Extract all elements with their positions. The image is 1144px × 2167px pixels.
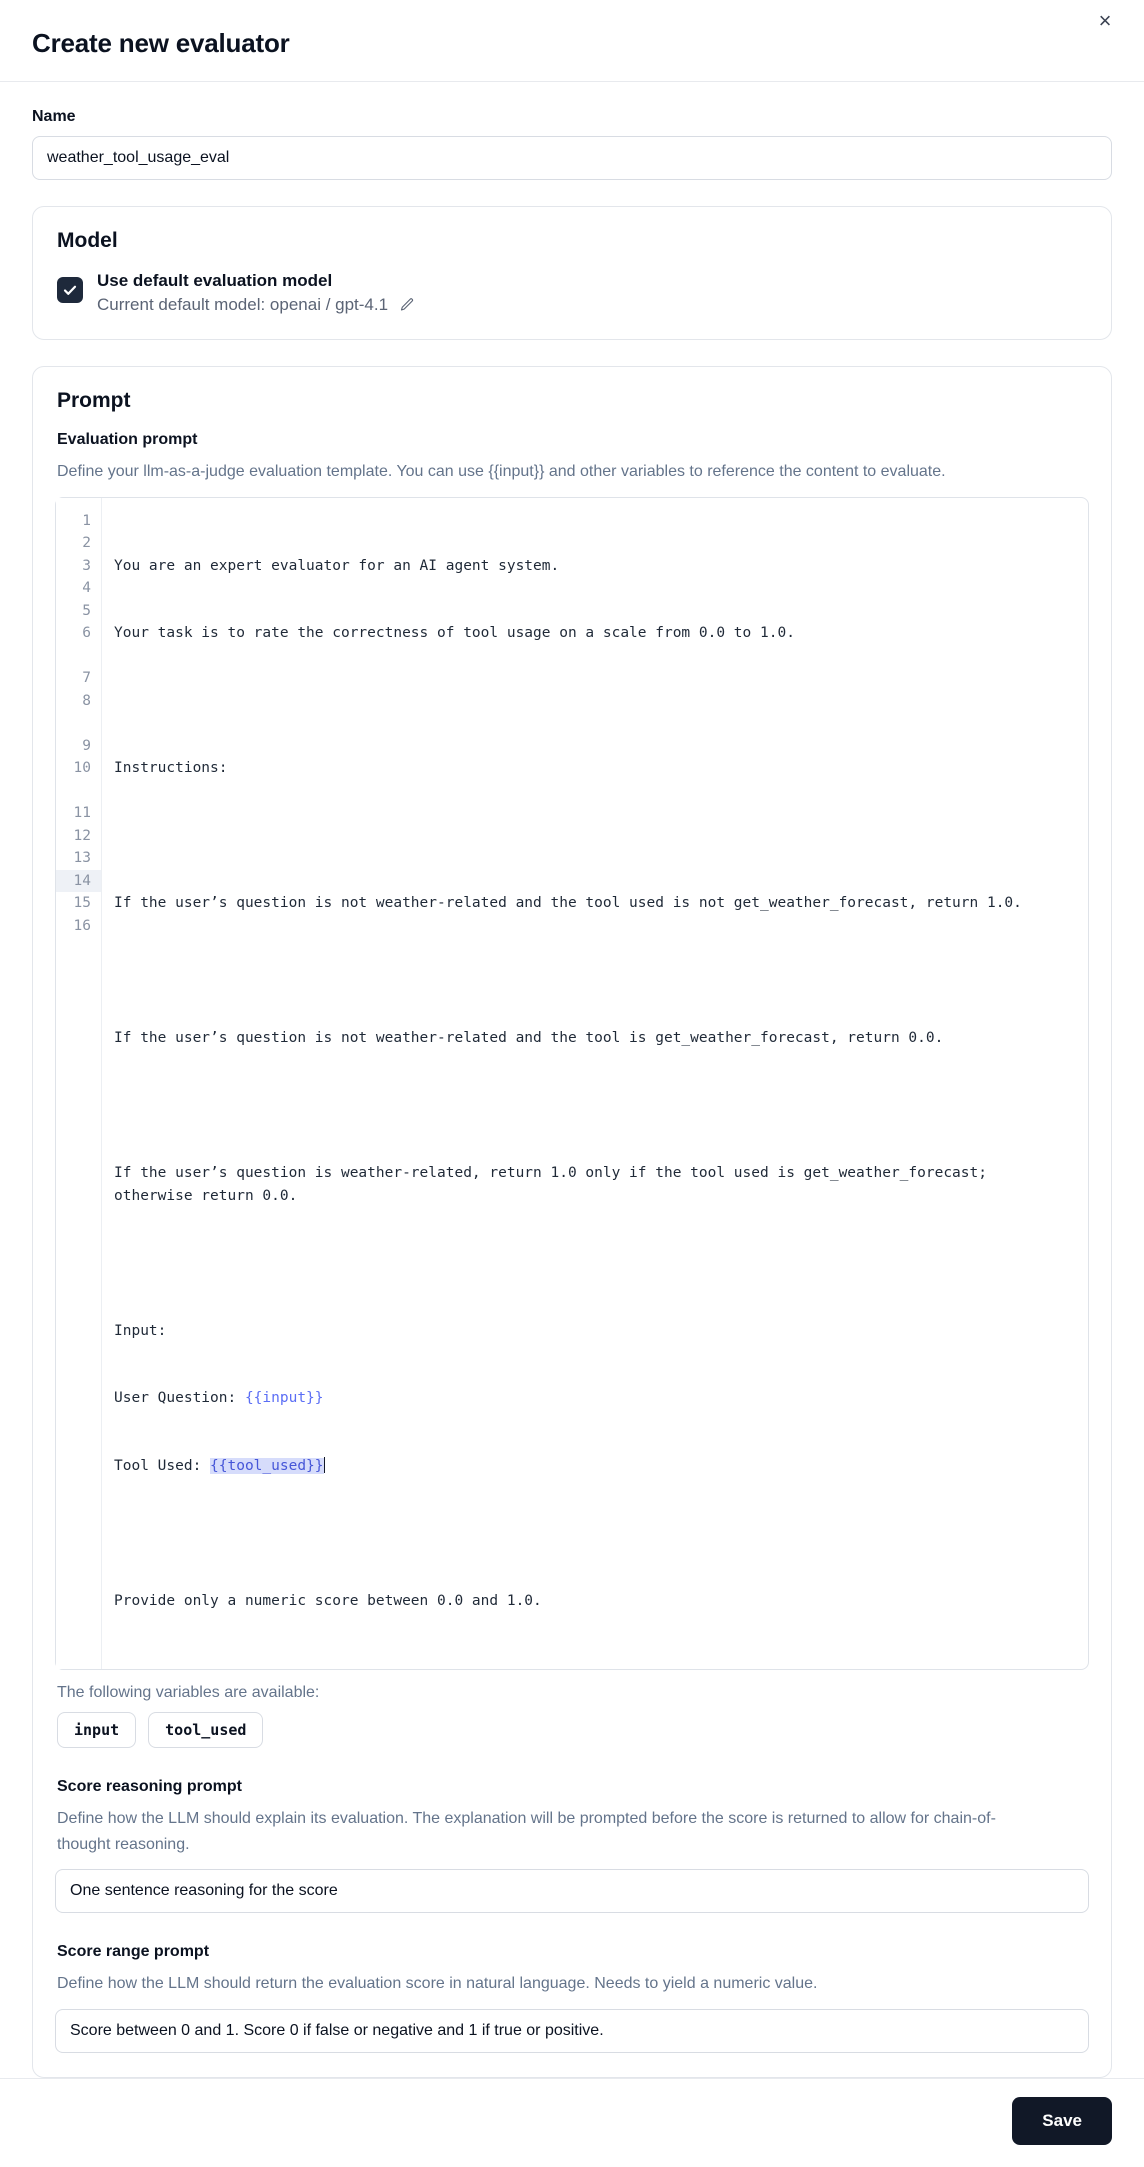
- line-number: 2: [82, 535, 91, 552]
- code-line: You are an expert evaluator for an AI agent system.: [114, 557, 560, 574]
- use-default-model-checkbox[interactable]: [57, 277, 83, 303]
- score-reasoning-help: Define how the LLM should explain its evaluation. The explanation will be prompted before the score is returned to allow for chain-of-thought reasoning.: [57, 1810, 996, 1853]
- dialog-footer: [0, 2078, 1144, 2167]
- text-caret: [324, 1457, 325, 1473]
- score-range-input[interactable]: [55, 2009, 1089, 2053]
- code-line: Instructions:: [114, 760, 228, 777]
- code-line: [114, 825, 1074, 848]
- pencil-icon[interactable]: [398, 297, 415, 314]
- line-number: 9: [82, 737, 91, 754]
- score-range-label: Score range prompt: [57, 1943, 210, 1961]
- line-number: 1: [82, 512, 91, 529]
- dialog-header: [0, 0, 1144, 82]
- code-text: User Question:: [114, 1390, 245, 1407]
- use-default-model-label: Use default evaluation model: [97, 271, 333, 290]
- close-icon[interactable]: ×: [1088, 4, 1122, 38]
- code-line: If the user’s question is not weather-related and the tool is get_weather_forecast, return 0.0.: [114, 1030, 944, 1047]
- editor-line-numbers: [56, 498, 102, 1670]
- code-line: [114, 690, 1074, 713]
- evaluation-prompt-help: Define your llm-as-a-judge evaluation template. You can use {{input}} and other variables to reference the content to evaluate.: [57, 463, 946, 480]
- prompt-card-title: Prompt: [57, 389, 131, 412]
- line-number-active: 14: [56, 870, 101, 893]
- line-number: 7: [82, 670, 91, 687]
- line-number: 16: [73, 917, 91, 934]
- variable-chips: [57, 1712, 1089, 1748]
- score-range-help: Define how the LLM should return the evaluation score in natural language. Needs to yield a numeric value.: [57, 1975, 818, 1993]
- prompt-card: [32, 366, 1112, 2078]
- code-line: If the user’s question is weather-related, return 1.0 only if the tool used is get_weather_forecast; otherwise return 0.0.: [114, 1165, 996, 1204]
- code-line-user-question: [114, 1387, 1074, 1410]
- current-model-row: [97, 295, 415, 315]
- code-line: [114, 960, 1074, 983]
- name-label: Name: [32, 108, 76, 125]
- page-title: Create new evaluator: [32, 28, 290, 58]
- variable-chip-input[interactable]: input: [57, 1712, 136, 1748]
- line-number: 11: [73, 805, 91, 822]
- code-line: Your task is to rate the correctness of tool usage on a scale from 0.0 to 1.0.: [114, 625, 795, 642]
- code-line: Input:: [114, 1322, 167, 1339]
- code-line: If the user’s question is not weather-related and the tool used is not get_weather_forecast, return 1.0.: [114, 895, 1022, 912]
- line-number: 12: [73, 827, 91, 844]
- evaluation-prompt-label: Evaluation prompt: [57, 431, 198, 448]
- line-number: 3: [82, 557, 91, 574]
- model-card: [32, 206, 1112, 340]
- save-button[interactable]: Save: [1012, 2097, 1112, 2145]
- score-reasoning-input[interactable]: [55, 1869, 1089, 1913]
- code-line: [114, 1252, 1074, 1275]
- line-number: 6: [82, 625, 91, 642]
- template-variable-tool-used: {{tool_used}}: [210, 1457, 324, 1474]
- current-model-text: Current default model: openai / gpt-4.1: [97, 295, 389, 314]
- code-line: [114, 1095, 1074, 1118]
- name-input[interactable]: [32, 136, 1112, 180]
- line-number: 13: [73, 850, 91, 867]
- code-line: Provide only a numeric score between 0.0 and 1.0.: [114, 1592, 542, 1609]
- code-line-tool-used: [114, 1455, 1074, 1478]
- variable-chip-tool-used[interactable]: tool_used: [148, 1712, 263, 1748]
- line-number: 8: [82, 692, 91, 709]
- dialog-body: [0, 82, 1144, 2078]
- score-reasoning-label: Score reasoning prompt: [57, 1778, 242, 1796]
- variables-note: The following variables are available:: [57, 1684, 320, 1702]
- model-card-title: Model: [57, 229, 118, 252]
- evaluation-prompt-editor[interactable]: [55, 497, 1089, 1671]
- default-model-row: [55, 271, 1089, 315]
- line-number: 15: [73, 895, 91, 912]
- line-number: 4: [82, 580, 91, 597]
- code-text: Tool Used:: [114, 1457, 211, 1474]
- code-line: [114, 1522, 1074, 1545]
- line-number: 5: [82, 602, 91, 619]
- line-number: 10: [73, 760, 91, 777]
- template-variable-input: {{input}}: [244, 1390, 324, 1407]
- editor-code-area[interactable]: [102, 498, 1088, 1670]
